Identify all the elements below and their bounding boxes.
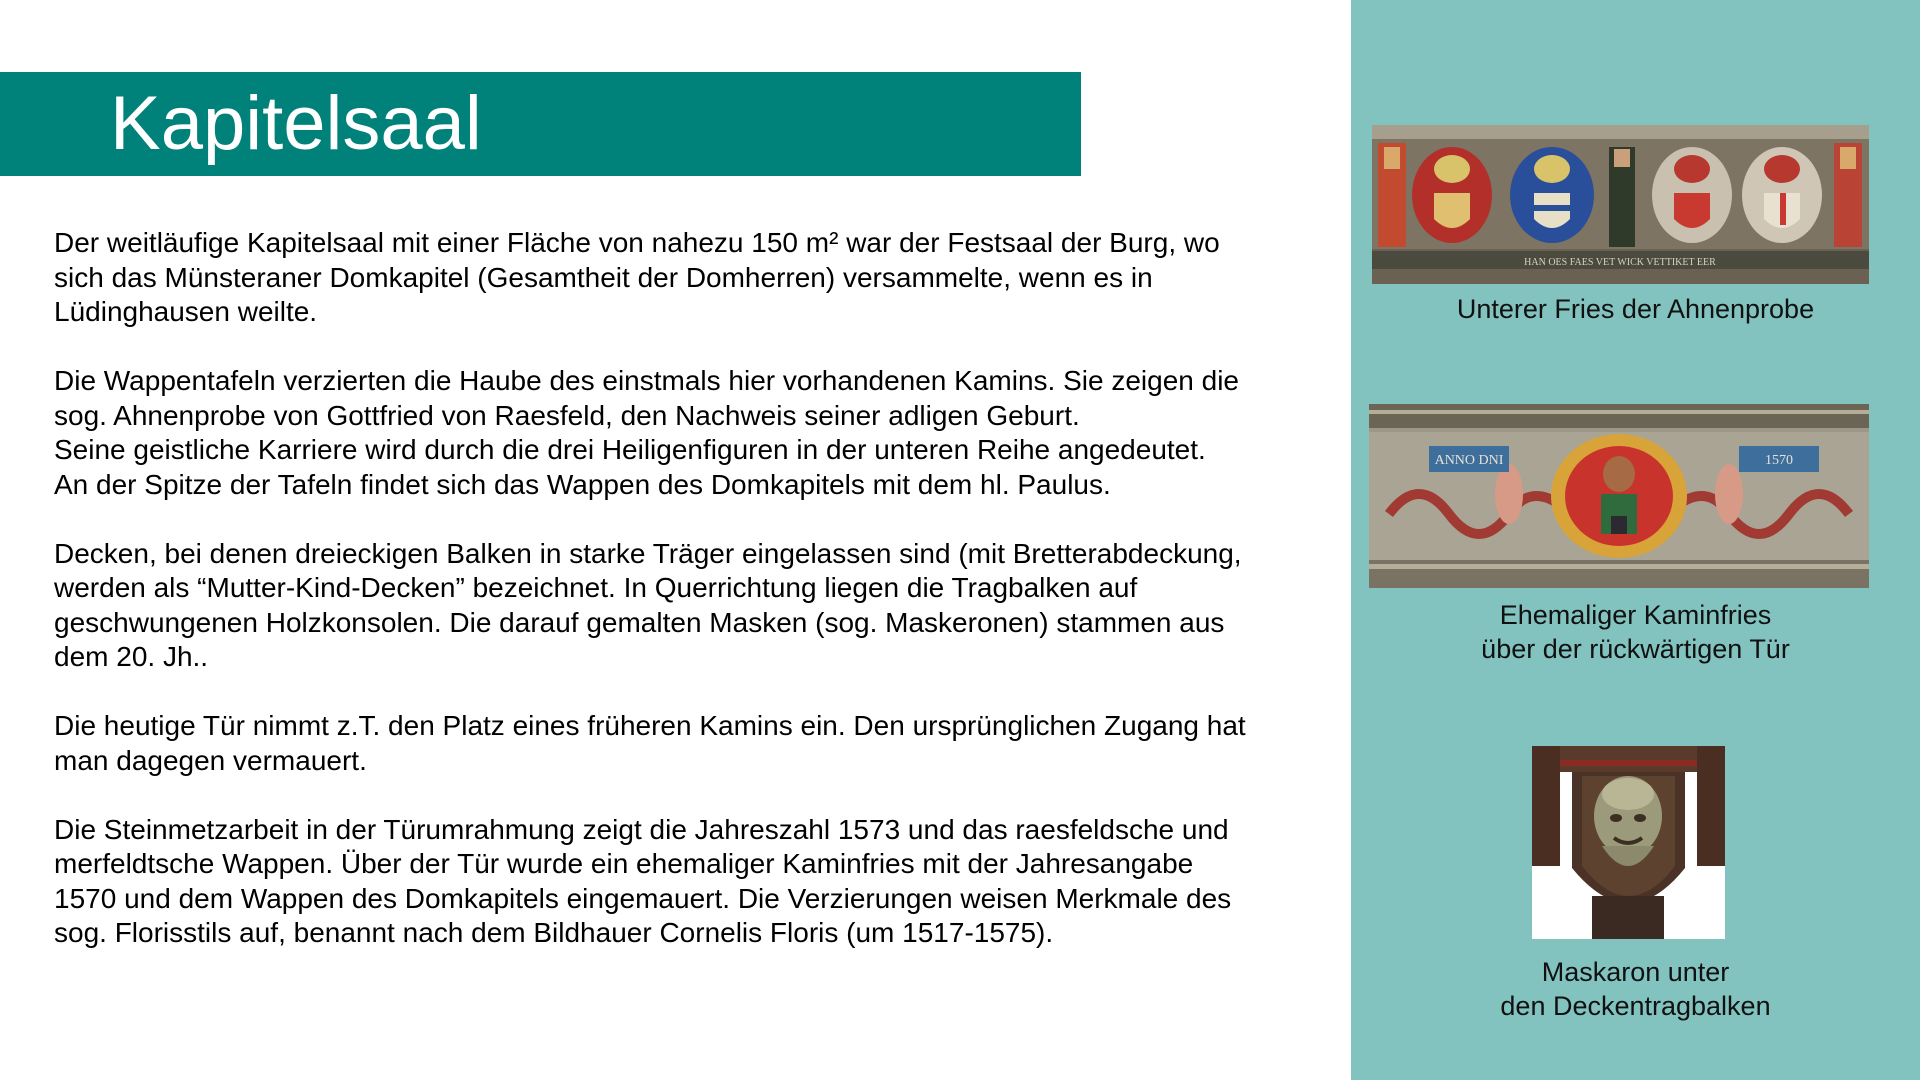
mascaron-photo [1532, 746, 1725, 939]
coat-of-arms-frieze-photo [1372, 125, 1869, 284]
page-title: Kapitelsaal [110, 81, 482, 166]
frieze-inscription: HAN OES FAES VET WICK VETTIKET EER [1524, 257, 1716, 268]
fireplace-frieze-photo [1369, 404, 1869, 588]
frieze-inscription-right: 1570 [1765, 453, 1793, 468]
caption-lower-frieze: Unterer Fries der Ahnenprobe [1456, 294, 1815, 324]
paragraph-5: Die Steinmetzarbeit in der Türumrahmung zeigt die Jahreszahl 1573 und das raesfeldsche und merfeldtsche Wappen. Über der Tür wurde ein ehemaliger Kaminfries mit der Jahresangabe 1570 und dem Wappen des Domkapitels eingemauert. Die Verzierungen weisen Merkmale des sog. Florisstils auf, benannt nach dem Bildhauer Cornelis Floris (um 1517-1575). [54, 813, 1232, 948]
frieze-inscription-left: ANNO DNI [1434, 453, 1504, 468]
sidebar [1351, 0, 1920, 1080]
body-text [54, 226, 1344, 985]
caption-fireplace-frieze: Ehemaliger Kaminfries über der rückwärtigen Tür [1481, 600, 1790, 664]
paragraph-3: Decken, bei denen dreieckigen Balken in starke Träger eingelassen sind (mit Bretterabdeckung, werden als “Mutter-Kind-Decken” bezeichnet. In Querrichtung liegen die Tragbalken auf geschwungenen Holzkonsolen. Die darauf gemalten Masken (sog. Maskeronen) stammen aus dem 20. Jh.. [54, 537, 1242, 672]
caption-mascaron: Maskaron unter den Deckentragbalken [1500, 957, 1771, 1021]
paragraph-1: Der weitläufige Kapitelsaal mit einer Fläche von nahezu 150 m² war der Festsaal der Burg, wo sich das Münsteraner Domkapitel (Gesamtheit der Domherren) versammelte, wenn es in Lüdinghausen weilte. [54, 227, 1220, 327]
paragraph-2: Die Wappentafeln verzierten die Haube des einstmals hier vorhandenen Kamins. Sie zeigen die sog. Ahnenprobe von Gottfried von Raesfeld, den Nachweis seiner adligen Geburt. Seine geistliche Karriere wird durch die drei Heiligenfiguren in der unteren Reihe angedeutet. An der Spitze der Tafeln findet sich das Wappen des Domkapitels mit dem hl. Paulus. [54, 365, 1239, 500]
paragraph-4: Die heutige Tür nimmt z.T. den Platz eines früheren Kamins ein. Den ursprünglichen Zugang hat man dagegen vermauert. [54, 710, 1246, 776]
title-bar [0, 72, 1081, 176]
